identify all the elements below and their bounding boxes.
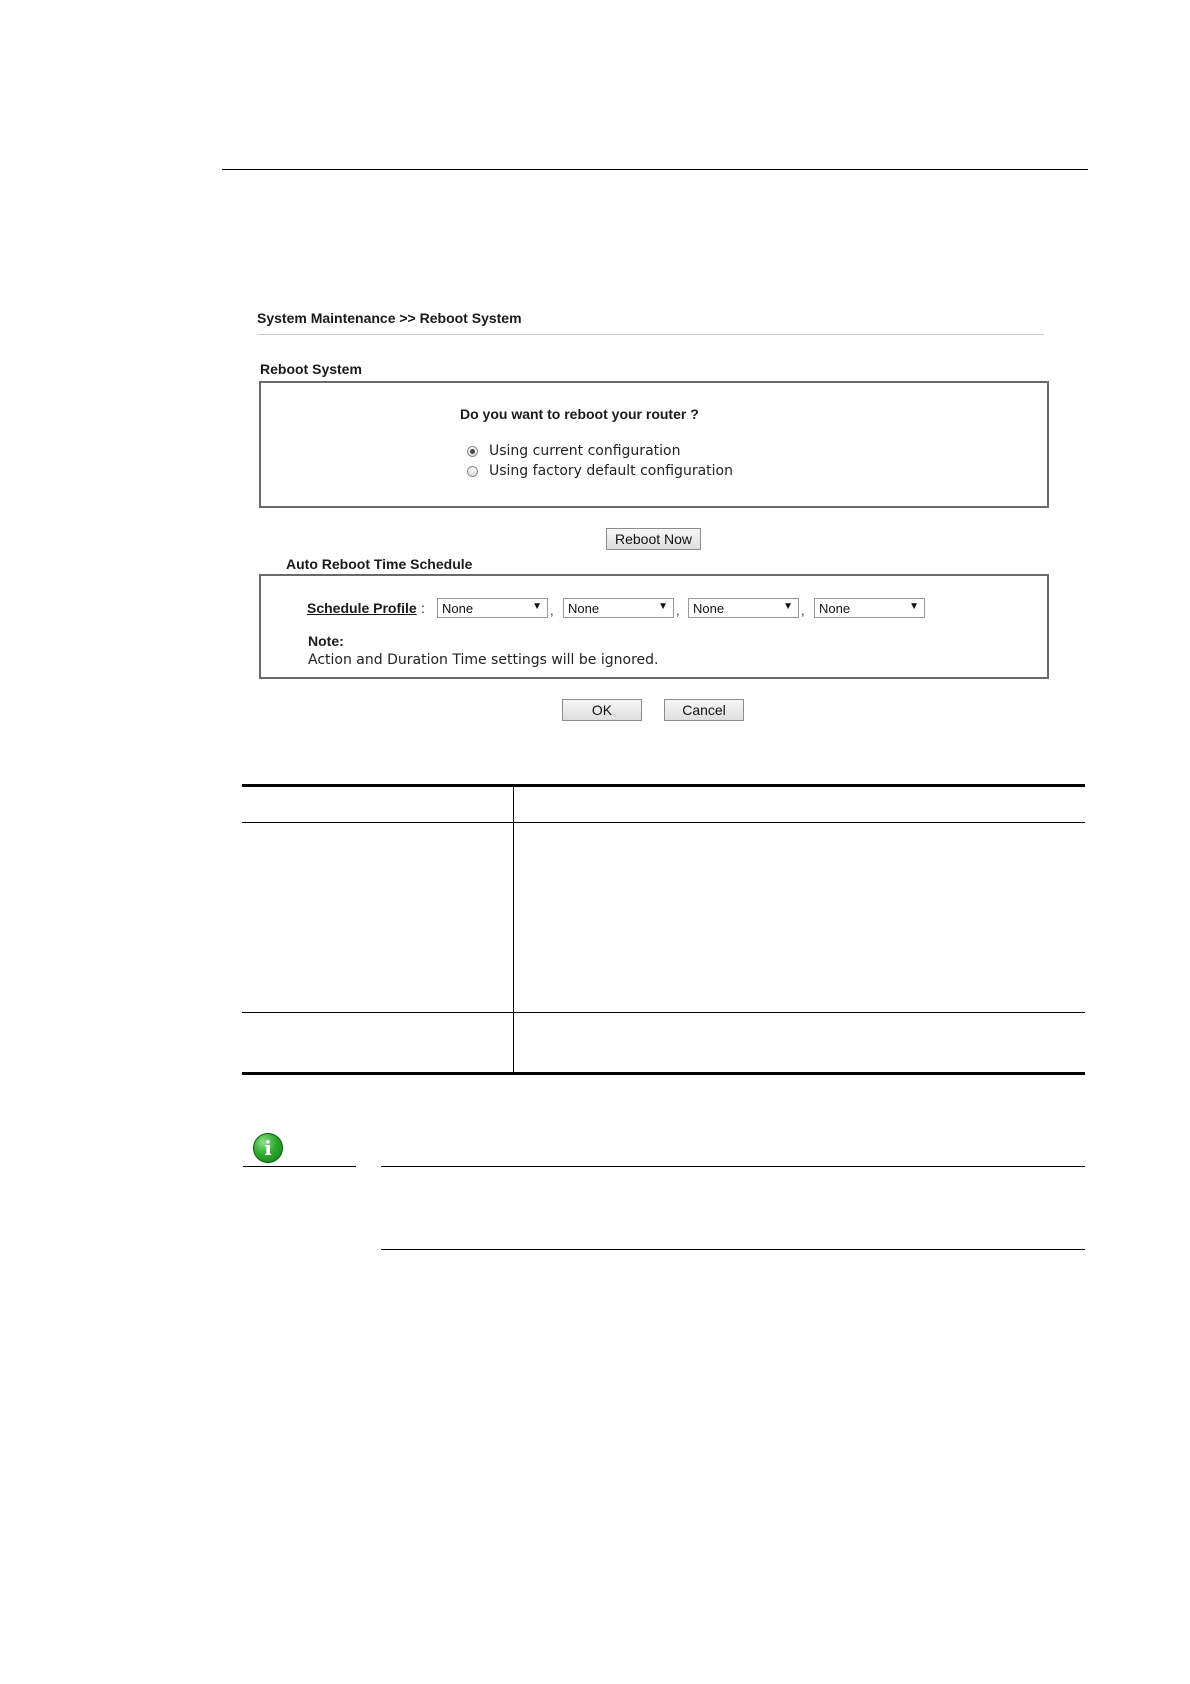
separator-comma: , bbox=[801, 603, 805, 618]
note-label: Note: bbox=[308, 633, 344, 649]
reboot-question: Do you want to reboot your router ? bbox=[460, 406, 699, 422]
schedule-profile-select-1-value: None bbox=[442, 600, 474, 616]
schedule-profile-select-3[interactable] bbox=[688, 598, 799, 618]
ok-button[interactable]: OK bbox=[562, 699, 642, 721]
cancel-button[interactable]: Cancel bbox=[664, 699, 744, 721]
dropdown-arrow-icon: ▼ bbox=[783, 601, 793, 612]
schedule-profile-select-1[interactable] bbox=[437, 598, 548, 618]
table-top-rule bbox=[242, 784, 1085, 787]
schedule-profile-link[interactable]: Schedule Profile bbox=[307, 600, 417, 616]
page-header-rule bbox=[222, 169, 1088, 170]
option-factory-default[interactable] bbox=[467, 463, 733, 479]
dropdown-arrow-icon: ▼ bbox=[532, 601, 542, 612]
info-bottom-rule bbox=[381, 1249, 1085, 1250]
schedule-profile-select-2-value: None bbox=[568, 600, 600, 616]
dropdown-arrow-icon: ▼ bbox=[909, 601, 919, 612]
schedule-profile-select-4-value: None bbox=[819, 600, 851, 616]
info-label-rule bbox=[243, 1166, 356, 1167]
breadcrumb: System Maintenance >> Reboot System bbox=[257, 310, 522, 326]
table-bottom-rule bbox=[242, 1072, 1085, 1075]
radio-factory-default[interactable] bbox=[467, 466, 478, 477]
info-icon: i bbox=[253, 1133, 283, 1163]
table-column-divider bbox=[513, 786, 514, 1074]
info-top-rule bbox=[381, 1166, 1085, 1167]
separator-comma: , bbox=[550, 603, 554, 618]
schedule-profile-select-3-value: None bbox=[693, 600, 725, 616]
schedule-profile-select-2[interactable] bbox=[563, 598, 674, 618]
option-current-config-label: Using current configuration bbox=[489, 443, 681, 459]
schedule-profile-colon: : bbox=[421, 600, 425, 616]
reboot-now-button[interactable]: Reboot Now bbox=[606, 528, 701, 550]
auto-reboot-title: Auto Reboot Time Schedule bbox=[286, 556, 473, 572]
table-row-rule bbox=[242, 1012, 1085, 1013]
breadcrumb-divider bbox=[257, 334, 1044, 335]
radio-current-config[interactable] bbox=[467, 446, 478, 457]
note-text: Action and Duration Time settings will be ignored. bbox=[308, 652, 659, 668]
schedule-profile-select-4[interactable] bbox=[814, 598, 925, 618]
dropdown-arrow-icon: ▼ bbox=[658, 601, 668, 612]
reboot-section-title: Reboot System bbox=[260, 361, 362, 377]
table-header-rule bbox=[242, 822, 1085, 823]
option-factory-default-label: Using factory default configuration bbox=[489, 463, 733, 479]
separator-comma: , bbox=[676, 603, 680, 618]
option-current-config[interactable] bbox=[467, 443, 680, 459]
